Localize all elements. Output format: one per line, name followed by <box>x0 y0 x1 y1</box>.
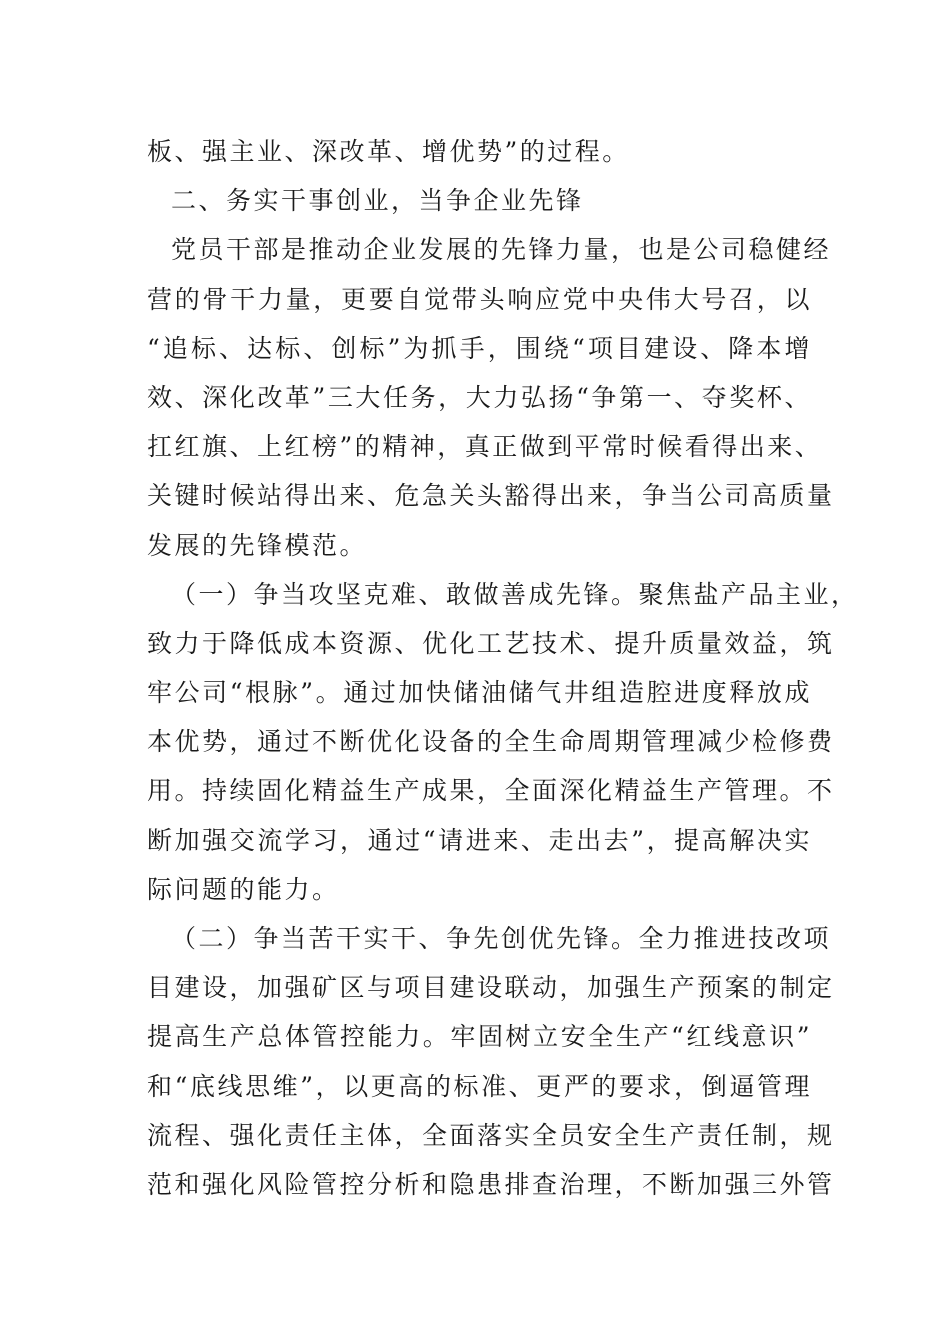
paragraph-line: 际问题的能力。 <box>147 874 340 904</box>
paragraph-line: 和“底线思维”，以更高的标准、更严的要求，倒逼管理 <box>147 1071 812 1101</box>
paragraph-line: （二）争当苦干实干、争先创优先锋。全力推进技改项 <box>171 924 832 953</box>
paragraph-line: 党员干部是推动企业发展的先锋力量，也是公司稳健经 <box>171 235 832 265</box>
paragraph-line: 用。持续固化精益生产成果，全面深化精益生产管理。不 <box>147 776 835 806</box>
paragraph-line: 营的骨干力量，更要自觉带头响应党中央伟大号召，以 <box>147 284 812 314</box>
paragraph-line: 板、强主业、深改革、增优势”的过程。 <box>147 137 630 166</box>
paragraph-line: 关键时候站得出来、危急关头豁得出来，争当公司高质量 <box>147 481 835 511</box>
paragraph-line: 范和强化风险管控分析和隐患排查治理，不断加强三外管 <box>147 1169 835 1199</box>
paragraph-line: 扛红旗、上红榜”的精神，真正做到平常时候看得出来、 <box>147 432 823 462</box>
paragraph-line: 流程、强化责任主体，全面落实全员安全生产责任制，规 <box>147 1120 835 1150</box>
paragraph-line: 致力于降低成本资源、优化工艺技术、提升质量效益，筑 <box>147 628 835 658</box>
paragraph-line: 本优势，通过不断优化设备的全生命周期管理减少检修费 <box>147 727 835 757</box>
paragraph-line: （一）争当攻坚克难、敢做善成先锋。聚焦盐产品主业， <box>171 579 859 609</box>
paragraph-line: 效、深化改革”三大任务，大力弘扬“争第一、夺奖杯、 <box>147 382 812 412</box>
paragraph-line: 提高生产总体管控能力。牢固树立安全生产“红线意识” <box>147 1022 812 1052</box>
paragraph-line: 发展的先锋模范。 <box>147 530 368 560</box>
paragraph-line: 目建设，加强矿区与项目建设联动，加强生产预案的制定 <box>147 973 835 1003</box>
document-body <box>147 127 859 1209</box>
section-heading: 二、务实干事创业，当争企业先锋 <box>171 186 584 216</box>
paragraph-line: “追标、达标、创标”为抓手，围绕“项目建设、降本增 <box>147 333 812 363</box>
paragraph-line: 断加强交流学习，通过“请进来、走出去”，提高解决实 <box>147 825 812 855</box>
paragraph-line: 牢公司“根脉”。通过加快储油储气井组造腔进度释放成 <box>147 678 812 708</box>
